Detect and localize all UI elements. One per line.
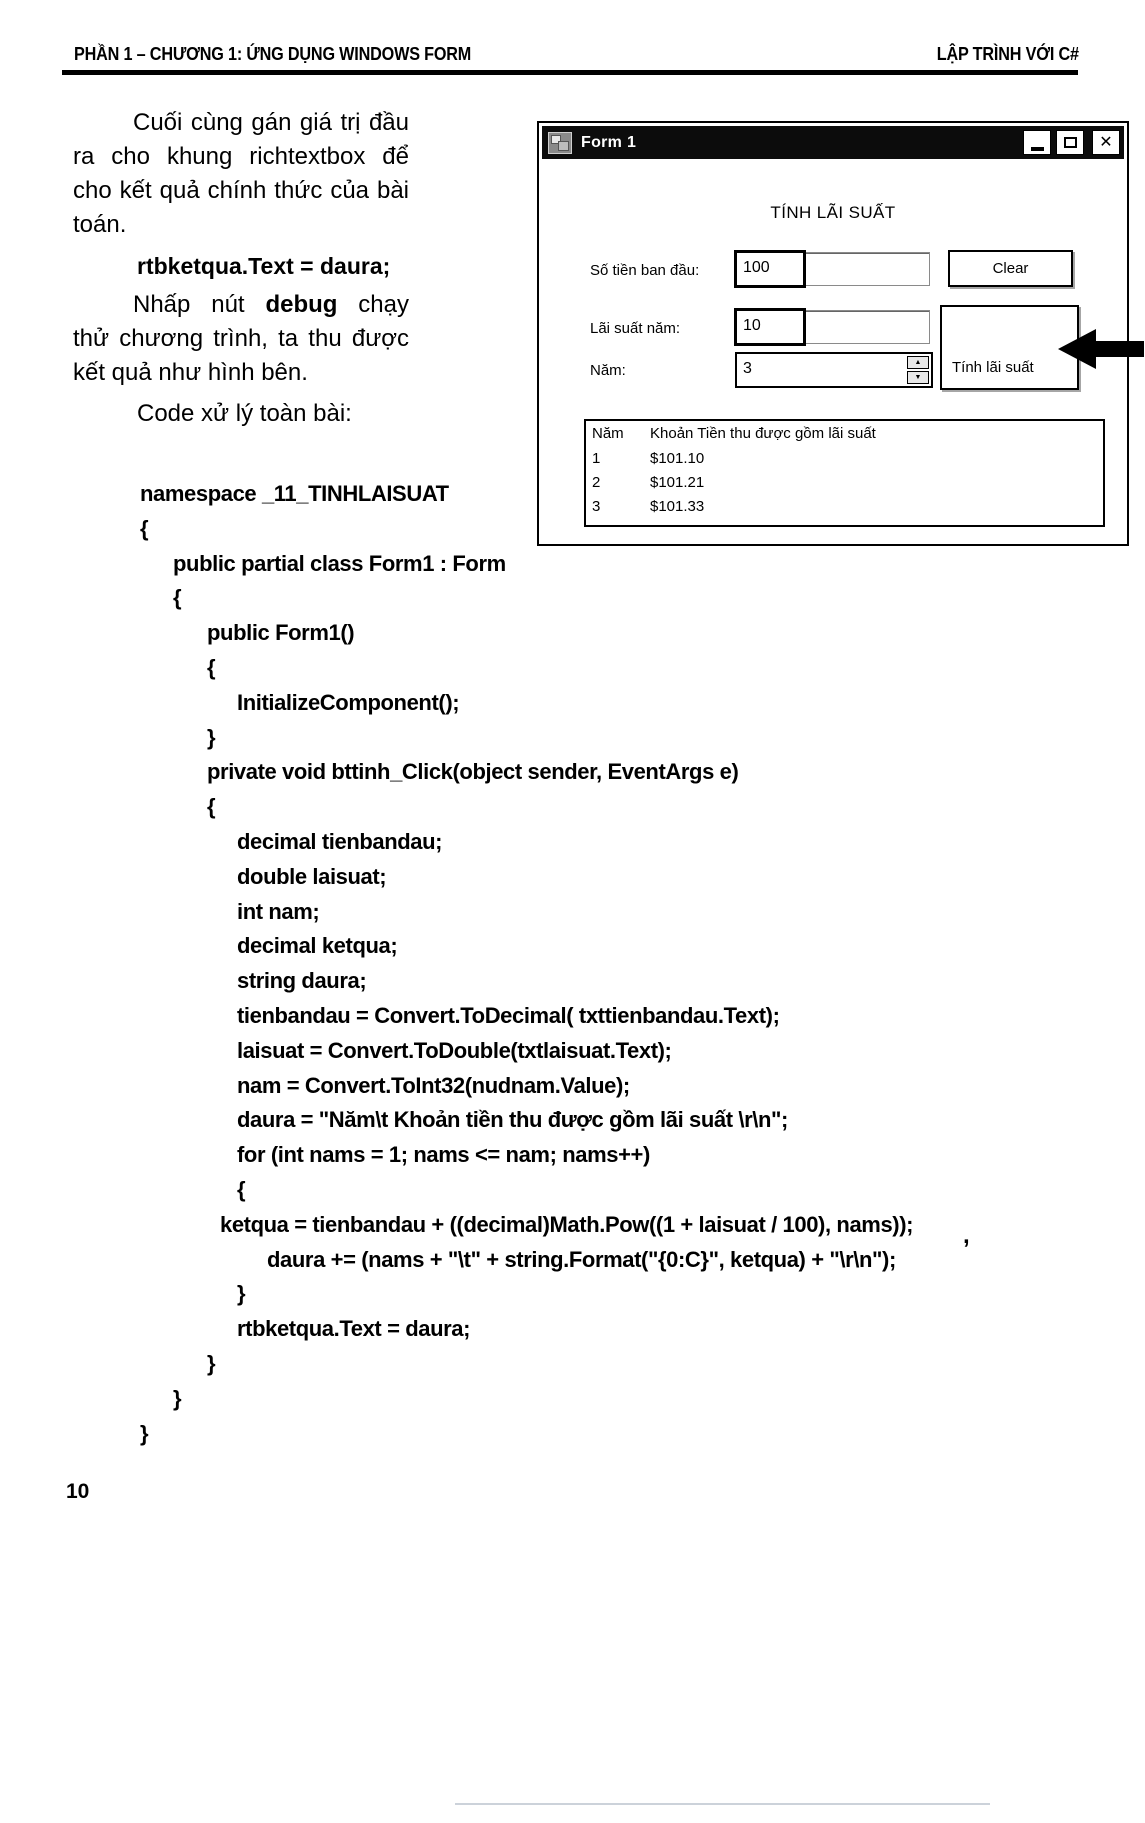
code-line: { xyxy=(237,1176,246,1202)
code-line: } xyxy=(207,724,216,750)
code-line: double laisuat; xyxy=(237,863,387,889)
code-line: daura += (nams + "\t" + string.Format("{0:C}", ketqua) + "\r\n"); xyxy=(267,1246,896,1272)
maximize-icon xyxy=(1064,137,1077,148)
code-line: } xyxy=(173,1385,182,1411)
code-line: rtbketqua.Text = daura; xyxy=(237,1316,471,1342)
code-line: { xyxy=(207,654,216,680)
minimize-button[interactable] xyxy=(1023,130,1051,155)
spinner-down-button[interactable] xyxy=(907,371,929,384)
nudnam-spinner xyxy=(907,356,929,384)
form-heading: TÍNH LÃI SUẤT xyxy=(770,203,896,222)
txttienbandau-value: 100 xyxy=(734,250,806,288)
inline-code-statement: rtbketqua.Text = daura; xyxy=(137,253,391,279)
clear-button[interactable]: Clear xyxy=(948,250,1073,287)
intro-paragraph-1: Cuối cùng gán giá trị đầu ra cho khung richtextbox để cho kết quả chính thức của bài toán. xyxy=(73,109,409,238)
form-icon xyxy=(548,132,572,154)
code-line: public partial class Form1 : Form xyxy=(173,550,506,576)
result-row-amount: $101.10 xyxy=(650,450,705,467)
result-header-col1: Năm xyxy=(592,425,624,442)
para2-after: chạy thử chương trình, ta thu được kết quả như hình bên. xyxy=(73,291,409,386)
label-lai-suat-nam: Lãi suất năm: xyxy=(590,320,681,337)
para2-before: Nhấp nút xyxy=(133,291,266,318)
header-right: LẬP TRÌNH VỚI C# xyxy=(936,44,1079,64)
code-line: tienbandau = Convert.ToDecimal( txttienbandau.Text); xyxy=(237,1002,780,1028)
result-row-amount: $101.33 xyxy=(650,498,705,515)
result-row-year: 2 xyxy=(592,474,601,491)
result-row-amount: $101.21 xyxy=(650,474,705,491)
code-listing xyxy=(140,477,913,1451)
code-line: namespace _11_TINHLAISUAT xyxy=(140,481,449,506)
txtlaisuat-textbox[interactable] xyxy=(735,310,930,344)
window-title: Form 1 xyxy=(581,133,637,151)
code-line: for (int nams = 1; nams <= nam; nams++) xyxy=(237,1142,650,1168)
result-row[interactable] xyxy=(586,447,1103,471)
page-number: 10 xyxy=(66,1480,90,1503)
result-list-header xyxy=(586,421,1103,447)
nudnam-updown[interactable] xyxy=(735,352,933,388)
maximize-button[interactable] xyxy=(1056,130,1084,155)
result-row-year: 1 xyxy=(592,450,601,467)
window-controls xyxy=(1023,130,1120,155)
tinh-lai-suat-button[interactable]: Tính lãi suất xyxy=(940,305,1079,390)
close-button[interactable] xyxy=(1092,130,1120,155)
minimize-icon xyxy=(1031,147,1044,151)
txttienbandau-textbox[interactable] xyxy=(735,252,930,286)
form1-titlebar[interactable] xyxy=(542,126,1124,159)
code-listing-label: Code xử lý toàn bài: xyxy=(137,400,352,427)
scan-artifact-line xyxy=(455,1803,990,1805)
code-line: string daura; xyxy=(237,968,367,994)
close-icon: ✕ xyxy=(1099,133,1113,151)
code-line: } xyxy=(140,1420,149,1446)
result-row-year: 3 xyxy=(592,498,601,515)
code-line: nam = Convert.ToInt32(nudnam.Value); xyxy=(237,1072,630,1098)
code-line: public Form1() xyxy=(207,620,355,646)
intro-paragraph-2 xyxy=(73,288,409,390)
code-line: decimal ketqua; xyxy=(237,933,398,959)
code-line: daura = "Năm\t Khoản tiền thu được gồm lãi suất \r\n"; xyxy=(237,1107,788,1133)
code-line: { xyxy=(173,585,182,611)
header-left: PHẦN 1 – CHƯƠNG 1: ỨNG DỤNG WINDOWS FORM xyxy=(74,44,472,64)
spinner-down-icon: ▼ xyxy=(914,374,922,381)
intro-column xyxy=(73,106,409,431)
code-line: } xyxy=(207,1350,216,1376)
header-rule xyxy=(62,70,1078,75)
code-line: int nam; xyxy=(237,898,320,924)
code-line: { xyxy=(140,515,149,541)
code-line: InitializeComponent(); xyxy=(237,689,460,715)
nudnam-value: 3 xyxy=(743,360,752,377)
code-line: ketqua = tienbandau + ((decimal)Math.Pow((1 + laisuat / 100), nams)); xyxy=(220,1211,914,1237)
label-so-tien-ban-dau: Số tiền ban đầu: xyxy=(590,262,700,279)
txtlaisuat-value: 10 xyxy=(734,308,806,346)
stray-comma-mark: , xyxy=(963,1222,970,1249)
code-line: private void bttinh_Click(object sender, EventArgs e) xyxy=(207,759,739,785)
code-line: laisuat = Convert.ToDouble(txtlaisuat.Text); xyxy=(237,1037,672,1063)
para2-bold-debug: debug xyxy=(265,291,338,318)
code-line: decimal tienbandau; xyxy=(237,828,443,854)
spinner-up-icon: ▲ xyxy=(914,359,922,366)
label-nam: Năm: xyxy=(590,362,626,379)
code-line: { xyxy=(207,794,216,820)
result-header-col2: Khoản Tiền thu được gồm lãi suất xyxy=(650,425,876,442)
callout-arrow-icon xyxy=(1058,329,1144,369)
spinner-up-button[interactable] xyxy=(907,356,929,369)
code-line: } xyxy=(237,1281,246,1307)
